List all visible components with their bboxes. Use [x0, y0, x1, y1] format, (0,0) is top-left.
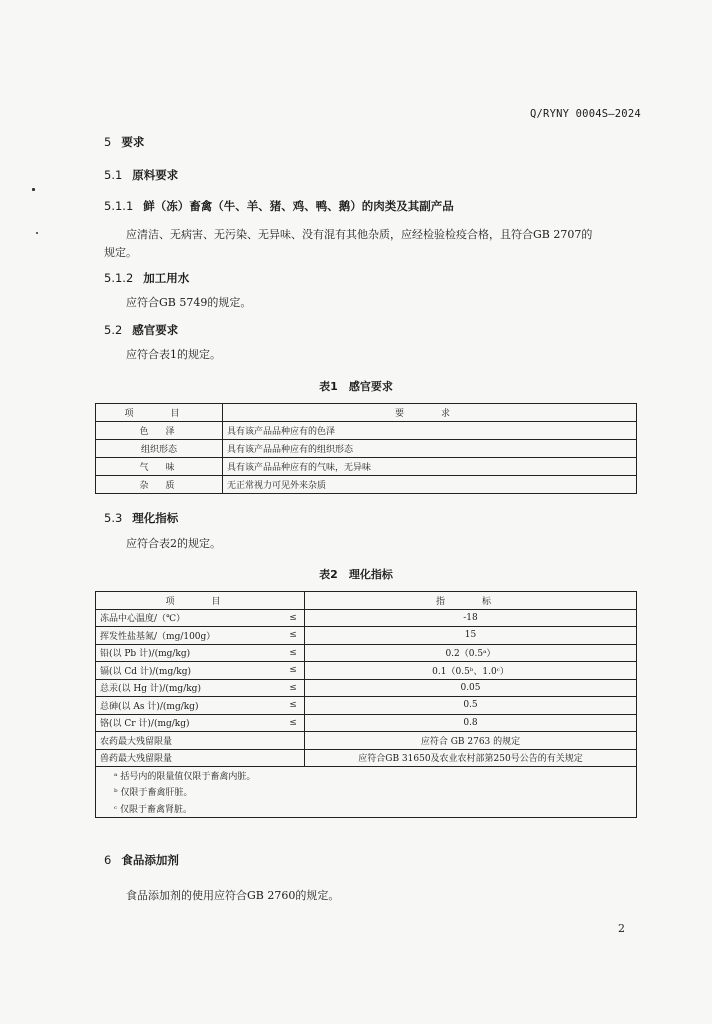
table-cell: ≤	[284, 644, 305, 662]
table-cell: 无正常视力可见外来杂质	[223, 476, 637, 494]
section-5-1-heading	[104, 167, 178, 183]
table-row	[96, 749, 637, 767]
table-row	[96, 476, 637, 494]
table-cell: 具有该产品品种应有的组织形态	[223, 440, 637, 458]
table-cell: 0.05	[305, 679, 637, 697]
table-cell: ≤	[284, 627, 305, 645]
section-title: 感官要求	[132, 323, 179, 337]
table-cell: 总砷(以 As 计)/(mg/kg)	[96, 697, 285, 715]
section-number: 5	[104, 135, 112, 149]
table-cell: 0.5	[305, 697, 637, 715]
table-cell: -18	[305, 609, 637, 627]
table-cell: 镉(以 Cd 计)/(mg/kg)	[96, 662, 285, 680]
table-cell: 0.1（0.5ᵇ、1.0ᶜ）	[305, 662, 637, 680]
table-cell: 气 味	[96, 458, 223, 476]
table-header-row	[96, 404, 637, 422]
section-number: 5.1.1	[104, 199, 134, 213]
table2-physicochemical	[95, 591, 637, 818]
table-row	[96, 662, 637, 680]
table-header-row	[96, 592, 637, 610]
table-row	[96, 714, 637, 732]
section-5-1-1-heading	[104, 198, 454, 214]
table-header-cell: 项 目	[96, 404, 223, 422]
table-cell: 铅(以 Pb 计)/(mg/kg)	[96, 644, 285, 662]
table-note: ᶜ 仅限于畜禽肾脏。	[96, 800, 637, 817]
page-number: 2	[618, 922, 625, 935]
table-cell: 挥发性盐基氮/（mg/100g）	[96, 627, 285, 645]
table-row	[96, 440, 637, 458]
section-6-heading	[104, 852, 179, 868]
table-row	[96, 458, 637, 476]
table-row	[96, 627, 637, 645]
table-cell: ≤	[284, 697, 305, 715]
section-5-2-heading	[104, 322, 178, 338]
table-cell: 15	[305, 627, 637, 645]
section-number: 5.1.2	[104, 271, 134, 285]
section-5-1-1-text	[126, 226, 646, 244]
table-cell: 铬(以 Cr 计)/(mg/kg)	[96, 714, 285, 732]
scan-speck	[32, 188, 35, 191]
table-note-row	[96, 784, 637, 801]
table-row	[96, 609, 637, 627]
section-title: 鲜（冻）畜禽（牛、羊、猪、鸡、鸭、鹅）的肉类及其副产品	[143, 199, 454, 213]
table-header-cell: 指 标	[305, 592, 637, 610]
table-row	[96, 422, 637, 440]
table-cell: ≤	[284, 609, 305, 627]
table-row	[96, 644, 637, 662]
table-header-cell: 项 目	[96, 592, 305, 610]
table-cell: 应符合 GB 2763 的规定	[305, 732, 637, 750]
table-cell: 具有该产品品种应有的气味，无异味	[223, 458, 637, 476]
table-cell: 杂 质	[96, 476, 223, 494]
table-cell: 组织形态	[96, 440, 223, 458]
section-5-3-text: 应符合表2的规定。	[126, 537, 221, 550]
table-cell: ≤	[284, 714, 305, 732]
table-row	[96, 679, 637, 697]
table-cell	[284, 749, 305, 767]
table-cell: 农药最大残留限量	[96, 732, 285, 750]
section-5-3-heading	[104, 510, 178, 526]
scan-speck	[36, 232, 38, 234]
table1-caption: 表1 感官要求	[319, 380, 393, 393]
paragraph-line: 规定。	[104, 246, 137, 259]
table-row	[96, 732, 637, 750]
table-cell: 总汞(以 Hg 计)/(mg/kg)	[96, 679, 285, 697]
section-title: 原料要求	[132, 168, 179, 182]
document-code: Q/RYNY 0004S—2024	[530, 108, 641, 120]
table-cell: ≤	[284, 679, 305, 697]
table-note: ᵇ 仅限于畜禽肝脏。	[96, 784, 637, 801]
section-number: 5.1	[104, 168, 123, 182]
table-header-cell: 要 求	[223, 404, 637, 422]
section-5-1-2-heading	[104, 270, 189, 286]
section-title: 加工用水	[143, 271, 190, 285]
table-cell: 0.8	[305, 714, 637, 732]
table-note-row	[96, 767, 637, 784]
section-5-1-1-text-cont	[104, 244, 137, 262]
section-6-text: 食品添加剂的使用应符合GB 2760的规定。	[126, 889, 340, 902]
section-5-heading	[104, 134, 144, 150]
section-5-2-text: 应符合表1的规定。	[126, 348, 221, 361]
table-cell: 具有该产品品种应有的色泽	[223, 422, 637, 440]
table-note: ᵃ 括号内的限量值仅限于畜禽内脏。	[96, 767, 637, 784]
section-number: 5.3	[104, 511, 123, 525]
table-note-row	[96, 800, 637, 817]
section-title: 理化指标	[132, 511, 179, 525]
table-cell	[284, 732, 305, 750]
table-cell: 色 泽	[96, 422, 223, 440]
section-number: 6	[104, 853, 112, 867]
section-title: 食品添加剂	[121, 853, 179, 867]
table-row	[96, 697, 637, 715]
paragraph-line: 应清洁、无病害、无污染、无异味、没有混有其他杂质，应经检验检疫合格，且符合GB 2707的	[126, 228, 593, 241]
table-cell: ≤	[284, 662, 305, 680]
table2-caption: 表2 理化指标	[319, 568, 393, 581]
table-cell: 冻品中心温度/（℃）	[96, 609, 285, 627]
section-5-1-2-text: 应符合GB 5749的规定。	[126, 296, 252, 309]
table1-sensory	[95, 403, 637, 494]
table-cell: 0.2（0.5ᵃ）	[305, 644, 637, 662]
section-number: 5.2	[104, 323, 123, 337]
table-cell: 兽药最大残留限量	[96, 749, 285, 767]
section-title: 要求	[121, 135, 145, 149]
table-cell: 应符合GB 31650及农业农村部第250号公告的有关规定	[305, 749, 637, 767]
